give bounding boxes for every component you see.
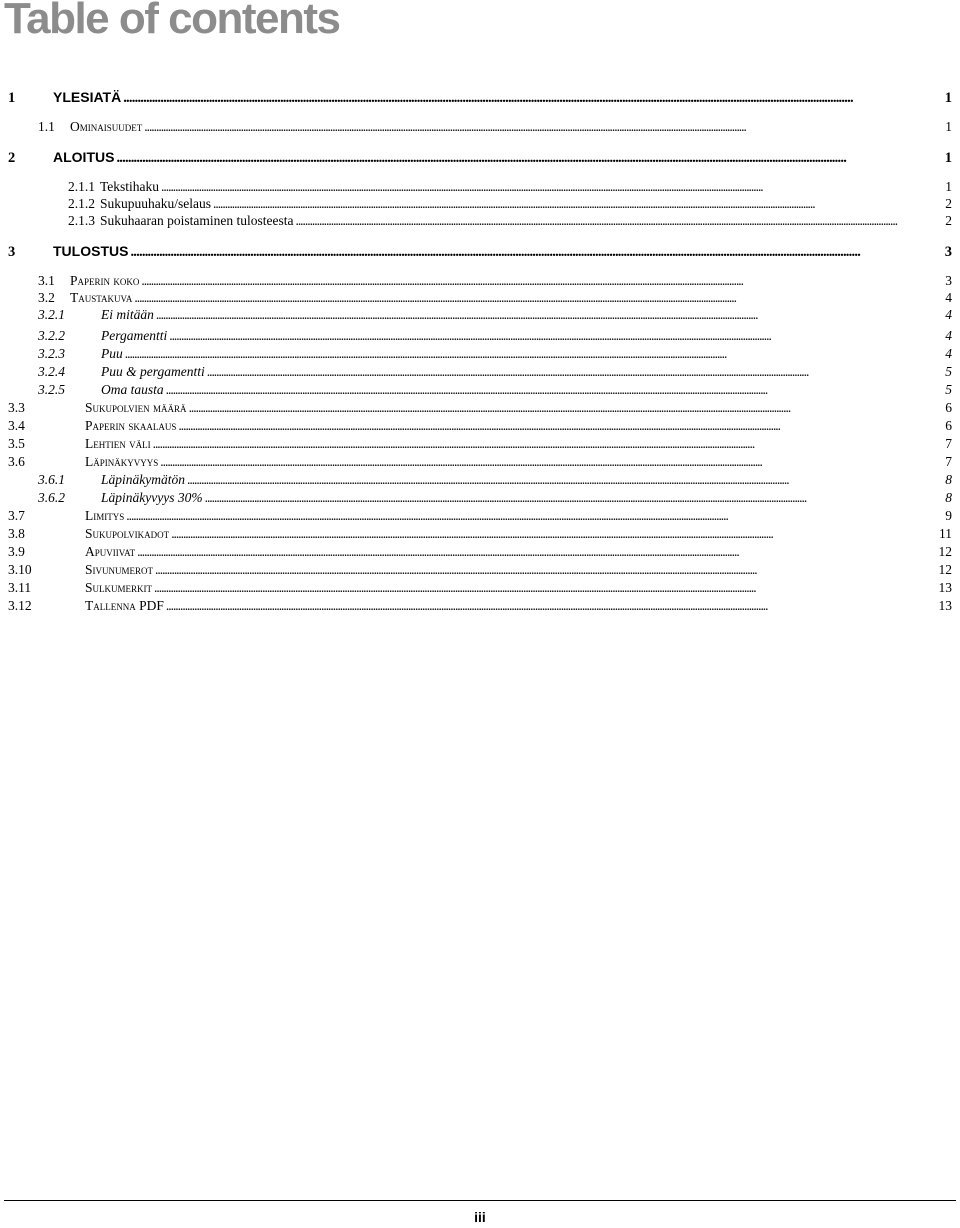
toc-leader-dots <box>153 436 944 452</box>
toc-entry[interactable] <box>38 364 952 380</box>
toc-entry-number: 2.1.2 <box>68 196 95 211</box>
toc-entry-number: 3.10 <box>8 562 32 577</box>
toc-entry[interactable] <box>8 243 952 260</box>
toc-entry-title: YLESIATÄ <box>53 89 122 105</box>
toc-entry-number: 3.2.2 <box>38 328 65 343</box>
toc-entry-number: 2.1.1 <box>68 179 95 194</box>
toc-entry-page: 7 <box>945 436 952 451</box>
toc-entry-number: 3.4 <box>8 418 25 433</box>
toc-entry-title: Apuviivat <box>85 544 136 559</box>
toc-entry[interactable] <box>8 89 952 106</box>
toc-entry-title: Puu <box>101 346 123 361</box>
toc-entry[interactable] <box>38 490 952 506</box>
toc-leader-dots <box>134 290 943 306</box>
toc-entry-page: 4 <box>945 290 952 305</box>
toc-leader-dots <box>156 307 943 323</box>
toc-entry-page: 3 <box>945 273 952 288</box>
toc-entry[interactable] <box>38 307 952 323</box>
toc-entry-page: 9 <box>945 508 952 523</box>
toc-entry[interactable] <box>38 119 952 135</box>
toc-entry-number: 3.6 <box>8 454 25 469</box>
toc-entry-page: 1 <box>944 150 952 166</box>
toc-entry-page: 5 <box>945 382 952 397</box>
toc-entry-page: 7 <box>945 454 952 469</box>
toc-entry[interactable] <box>8 508 952 524</box>
toc-entry-number: 3.3 <box>8 400 25 415</box>
toc-leader-dots <box>123 90 943 106</box>
toc-entry-title: Puu & pergamentti <box>101 364 205 379</box>
toc-entry[interactable] <box>8 544 952 560</box>
toc-leader-dots <box>137 544 936 560</box>
toc-entry-title: Sukupolvikadot <box>85 526 170 541</box>
toc-entry-number: 3.9 <box>8 544 25 559</box>
toc-leader-dots <box>166 382 944 398</box>
toc-entry-page: 11 <box>939 526 952 541</box>
toc-leader-dots <box>116 150 942 166</box>
toc-entry-number: 3.5 <box>8 436 25 451</box>
toc-entry-page: 8 <box>945 472 952 487</box>
toc-entry-title: Paperin skaalaus <box>85 418 177 433</box>
toc-entry-title: ALOITUS <box>53 149 115 165</box>
toc-entry-number: 3.1 <box>38 273 55 288</box>
toc-entry[interactable] <box>68 213 952 229</box>
toc-entry-title: Paperin koko <box>70 273 140 288</box>
toc-entry-number: 3 <box>8 244 16 260</box>
toc-leader-dots <box>295 213 943 229</box>
toc-entry[interactable] <box>8 149 952 166</box>
toc-entry-title: Sulkumerkit <box>85 580 153 595</box>
toc-entry-title: Tekstihaku <box>100 179 160 194</box>
toc-entry-page: 8 <box>945 490 952 505</box>
toc-entry-page: 6 <box>945 400 952 415</box>
toc-leader-dots <box>187 472 943 488</box>
toc-entry[interactable] <box>8 454 952 470</box>
toc-entry[interactable] <box>38 290 952 306</box>
toc-entry-title: Sivunumerot <box>85 562 154 577</box>
toc-entry-number: 2 <box>8 150 16 166</box>
toc-entry-number: 3.2.3 <box>38 346 65 361</box>
toc-entry-number: 3.2.4 <box>38 364 65 379</box>
toc-leader-dots <box>213 196 943 212</box>
toc-entry-title: Läpinäkymätön <box>101 472 185 487</box>
toc-entry-page: 4 <box>945 346 952 361</box>
toc-entry[interactable] <box>8 598 952 614</box>
toc-leader-dots <box>154 580 936 596</box>
toc-entry-page: 5 <box>945 364 952 379</box>
toc-entry-number: 3.2 <box>38 290 55 305</box>
toc-entry-title: Läpinäkyvyys <box>85 454 159 469</box>
toc-entry[interactable] <box>68 196 952 212</box>
toc-entry[interactable] <box>38 273 952 289</box>
toc-entry[interactable] <box>38 382 952 398</box>
toc-entry-title: Sukuhaaran poistaminen tulosteesta <box>100 213 294 228</box>
toc-entry-page: 1 <box>944 90 952 106</box>
toc-entry-title: Sukupolvien määrä <box>85 400 187 415</box>
toc-leader-dots <box>171 526 937 542</box>
toc-entry-page: 12 <box>938 562 952 577</box>
toc-entry[interactable] <box>8 580 952 596</box>
toc-leader-dots <box>130 244 942 260</box>
toc-entry-title: Ei mitään <box>101 307 154 322</box>
toc-entry-title: Pergamentti <box>101 328 168 343</box>
toc-entry-number: 1.1 <box>38 119 55 134</box>
toc-entry-title: Sukupuuhaku/selaus <box>100 196 211 211</box>
toc-entry-number: 3.6.2 <box>38 490 65 505</box>
toc-entry-title: Taustakuva <box>70 290 133 305</box>
toc-entry[interactable] <box>38 328 952 344</box>
toc-leader-dots <box>166 598 937 614</box>
toc-leader-dots <box>161 179 943 195</box>
toc-entry-title: Läpinäkyvyys 30% <box>101 490 203 505</box>
toc-leader-dots <box>207 364 944 380</box>
toc-leader-dots <box>141 273 943 289</box>
toc-entry-title: Limitys <box>85 508 125 523</box>
page-number: iii <box>474 1209 486 1225</box>
page-title: Table of contents <box>4 0 340 43</box>
toc-entry[interactable] <box>8 526 952 542</box>
toc-entry[interactable] <box>8 562 952 578</box>
toc-entry-number: 1 <box>8 90 16 106</box>
toc-entry-page: 6 <box>945 418 952 433</box>
toc-entry-page: 1 <box>945 179 952 194</box>
toc-entry-page: 2 <box>945 196 952 211</box>
toc-entry-title: Oma tausta <box>101 382 164 397</box>
toc-entry-number: 2.1.3 <box>68 213 95 228</box>
toc-entry[interactable] <box>38 472 952 488</box>
toc-entry-number: 3.2.1 <box>38 307 65 322</box>
toc-entry-page: 1 <box>945 119 952 134</box>
toc-entry[interactable] <box>8 436 952 452</box>
toc-entry-title: Lehtien väli <box>85 436 151 451</box>
toc-leader-dots <box>205 490 944 506</box>
toc-entry-page: 3 <box>944 244 952 260</box>
toc-entry[interactable] <box>68 179 952 195</box>
toc-entry-page: 13 <box>938 580 952 595</box>
toc-entry-page: 4 <box>945 307 952 322</box>
toc-entry-number: 3.6.1 <box>38 472 65 487</box>
toc-entry[interactable] <box>38 346 952 362</box>
toc-leader-dots <box>125 346 944 362</box>
toc-leader-dots <box>160 454 943 470</box>
toc-leader-dots <box>169 328 943 344</box>
toc-entry[interactable] <box>8 418 952 434</box>
toc-leader-dots <box>189 400 944 416</box>
toc-entry-number: 3.2.5 <box>38 382 65 397</box>
toc-entry-page: 2 <box>945 213 952 228</box>
toc-entry-number: 3.7 <box>8 508 25 523</box>
toc-entry-number: 3.12 <box>8 598 32 613</box>
toc-entry[interactable] <box>8 400 952 416</box>
footer-divider <box>4 1200 956 1201</box>
toc-leader-dots <box>144 119 943 135</box>
toc-entry-page: 12 <box>938 544 952 559</box>
toc-entry-number: 3.8 <box>8 526 25 541</box>
toc-entry-number: 3.11 <box>8 580 32 595</box>
toc-entry-title: Tallenna PDF <box>85 598 164 613</box>
toc-leader-dots <box>178 418 943 434</box>
toc-leader-dots <box>155 562 936 578</box>
toc-entry-title: Ominaisuudet <box>70 119 143 134</box>
toc-entry-page: 4 <box>945 328 952 343</box>
toc-entry-page: 13 <box>938 598 952 613</box>
toc-leader-dots <box>126 508 943 524</box>
toc-entry-title: TULOSTUS <box>53 243 129 259</box>
